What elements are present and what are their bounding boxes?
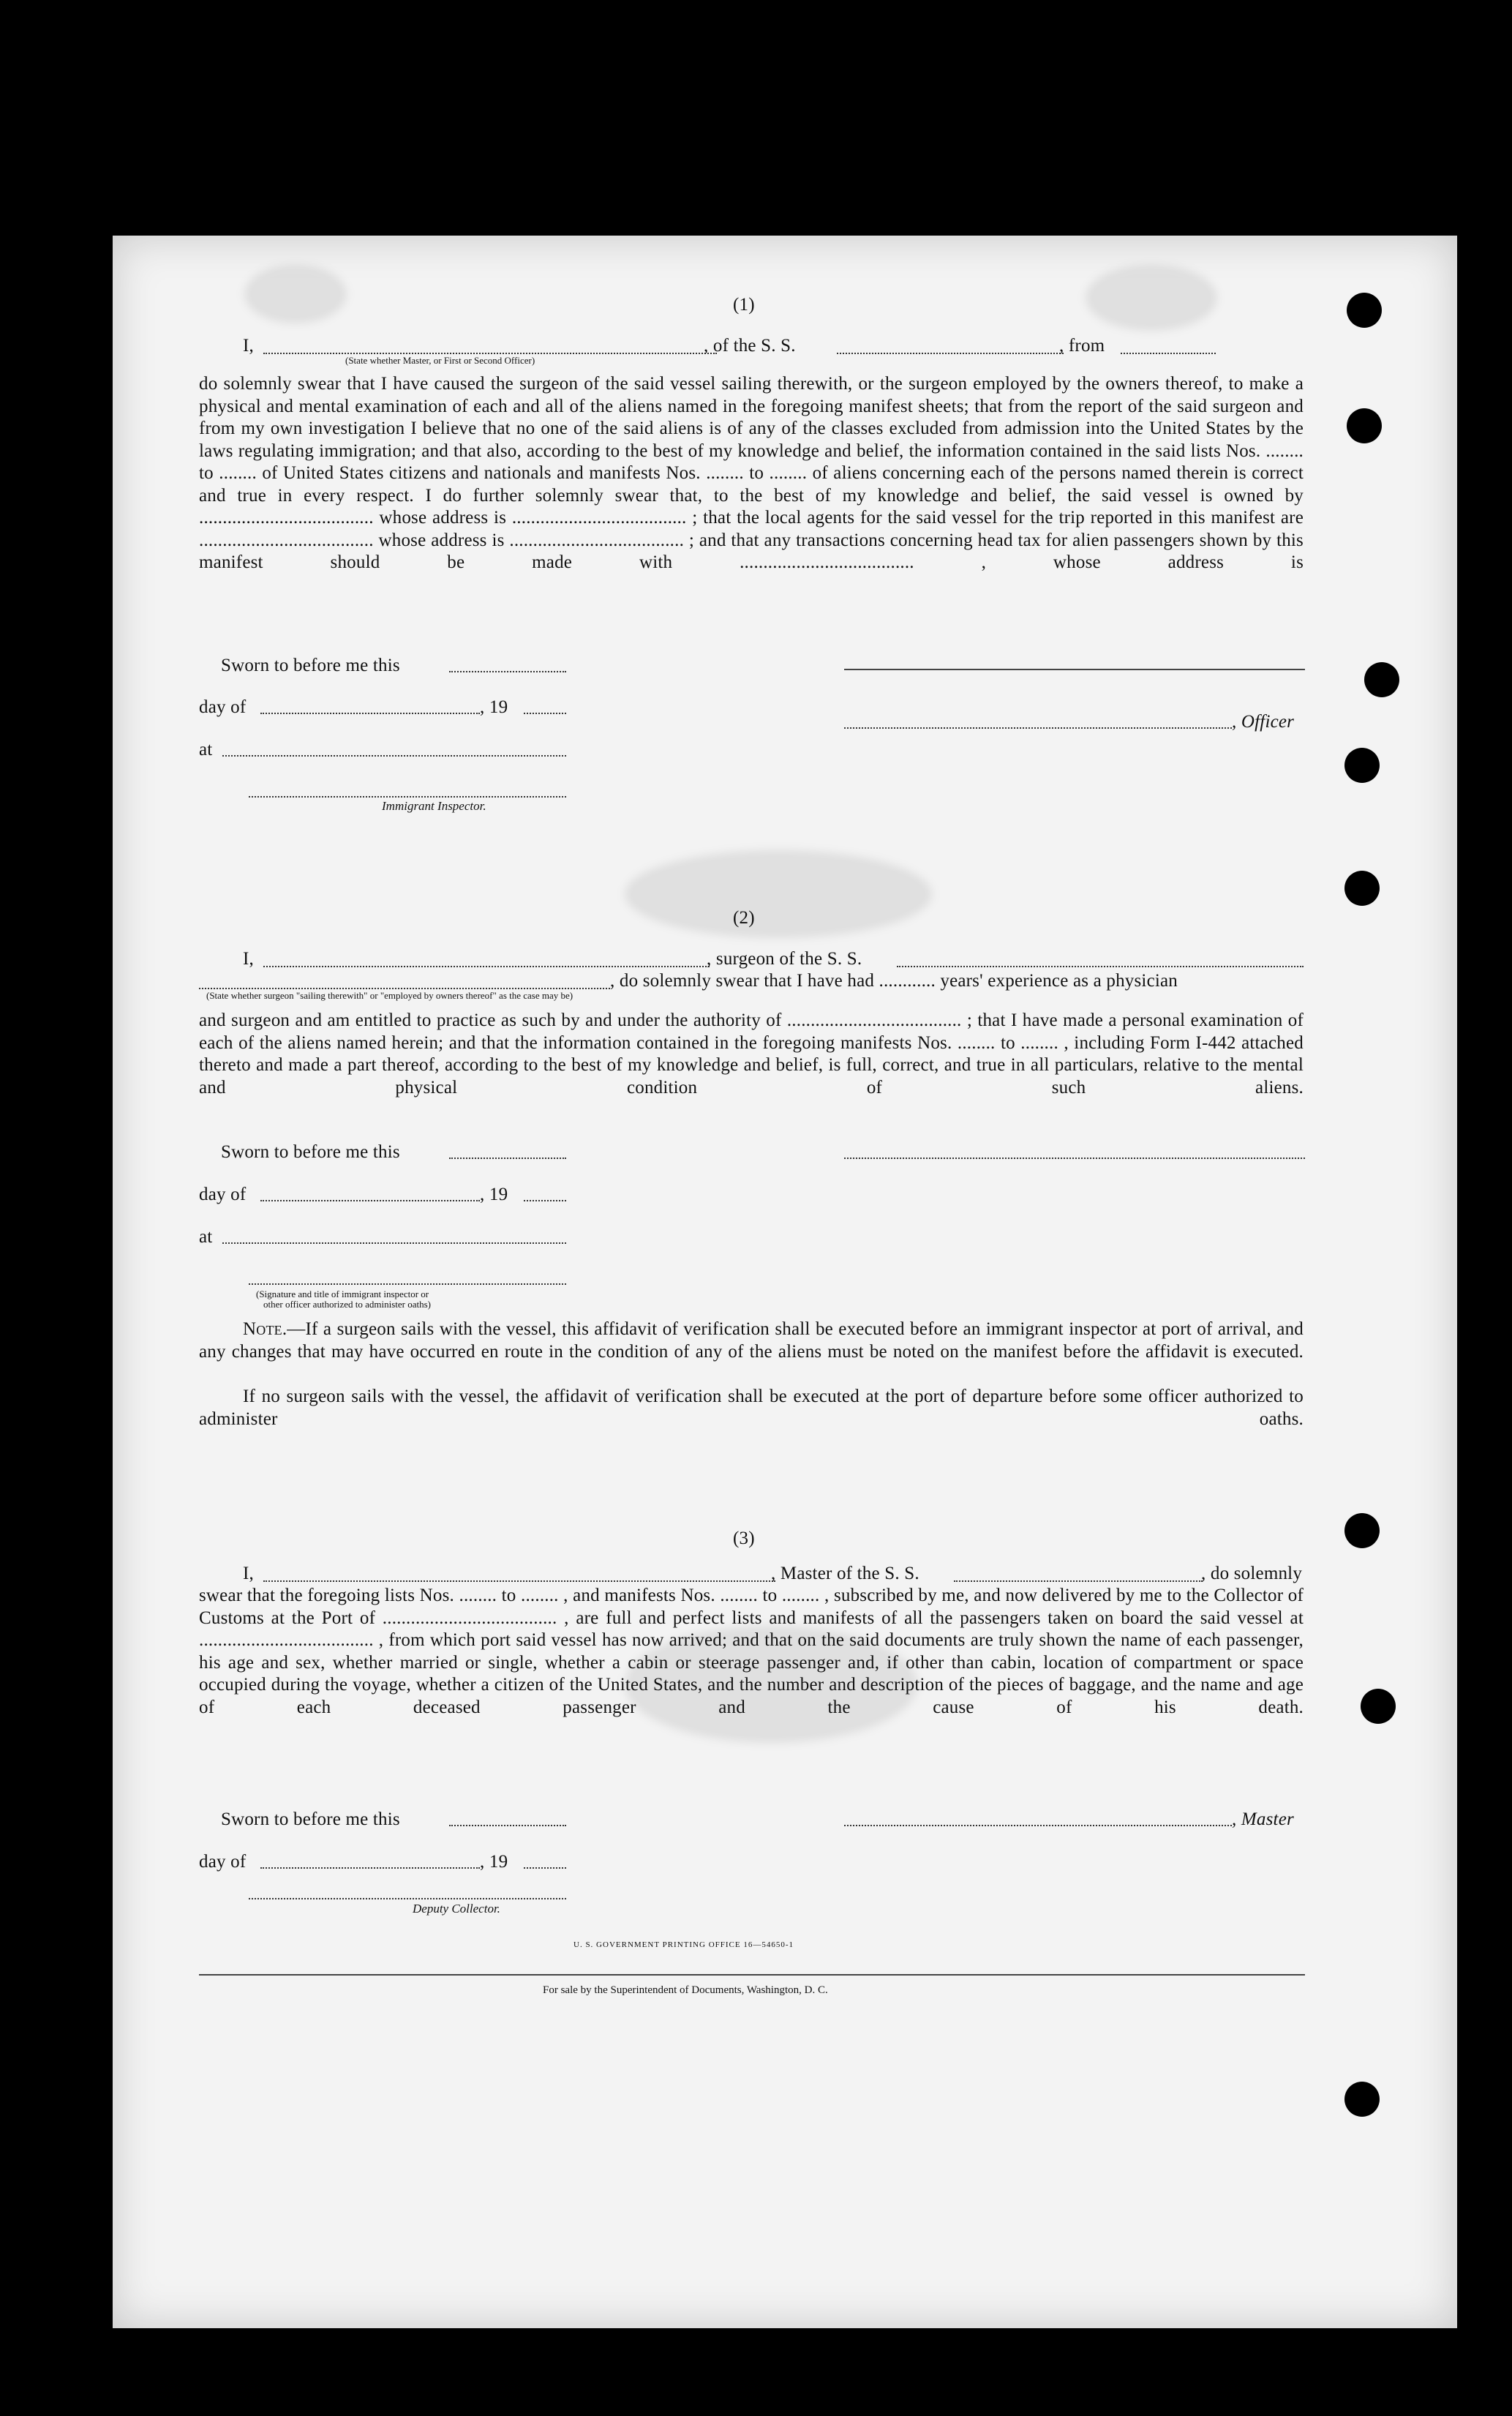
sec1-day-label: day of — [199, 697, 247, 717]
punch-hole — [1347, 293, 1382, 328]
sec1-of-ss-label: , of the S. S. — [704, 336, 796, 356]
sec2-i-label: I, — [243, 949, 254, 969]
sec3-collector-signature-line — [249, 1898, 566, 1899]
sec3-vessel-line — [954, 1580, 1203, 1582]
sec1-year-label: , 19 — [480, 697, 508, 717]
sec2-sworn-line — [449, 1158, 566, 1159]
section-2-number: (2) — [733, 908, 755, 928]
sec3-solemnly-label: , do solemnly — [1201, 1564, 1303, 1583]
sec3-sworn-label: Sworn to before me this — [221, 1809, 400, 1829]
punch-hole — [1344, 2082, 1380, 2117]
sec2-capacity-line — [199, 988, 610, 989]
sec2-year-line — [524, 1200, 566, 1201]
sec2-note-1 — [199, 1318, 1304, 1386]
sec3-sworn-line — [449, 1825, 566, 1826]
sec1-officer-signature-line — [844, 669, 1305, 670]
sec3-master-label: , Master of the S. S. — [771, 1564, 919, 1583]
sec1-vessel-line — [837, 353, 1064, 354]
sec2-oath-text: and surgeon and am entitled to practice as such by and under the authority of ..................................... ; that I have made a personal examination of each of the aliens named herein; and that the information contained in the foregoing manifests Nos. ........ to ........ , including Form I-442 attached thereto and made a part thereof, according to the best of my knowledge and belief, is full, correct, and true in all particulars, relative to the mental and physical condition of such aliens. — [199, 1010, 1304, 1098]
sec2-capacity-caption: (State whether surgeon "sailing therewith" or "employed by owners thereof" as the case may be) — [206, 990, 573, 1001]
sec3-master-signature-line — [844, 1825, 1232, 1826]
sec2-at-label: at — [199, 1227, 213, 1247]
sec2-surgeon-signature-line — [844, 1158, 1305, 1159]
sec1-sworn-line — [449, 671, 566, 672]
sec3-day-label: day of — [199, 1852, 247, 1872]
sec3-master-caption: , Master — [1232, 1809, 1294, 1829]
sec1-oath-text: do solemnly swear that I have caused the surgeon of the said vessel sailing therewith, or the surgeon employed by the owners thereof, to make a physical and mental examination of each and all of the aliens named in the foregoing manifest sheets; that from the report of the said surgeon and from my own investigation I believe that no one of the said aliens is of any of the classes excluded from admission into the United States by the laws regulating immigration; and that also, according to the best of my knowledge and belief, the information contained in the said lists Nos. ........ to ........ of United States citizens and nationals and manifests Nos. ........ to ........ of aliens concerning each of the persons named therein is correct and true in every respect. I do further solemnly swear that, to the best of my knowledge and belief, the said vessel is owned by ..................................... whose address is ..................................... ; that the local agents for the said vessel for the trip reported in this manifest are ..................................... whose address is ..................................... ; and that any transactions concerning head tax for alien passengers shown by this manifest should be made with ..................................... , whose address is — [199, 374, 1304, 572]
footer-rule — [199, 1974, 1305, 1976]
sec1-inspector-line — [249, 796, 566, 798]
sec2-surgeon-label: , surgeon of the S. S. — [707, 949, 862, 969]
sec2-day-label: day of — [199, 1185, 247, 1204]
sec1-officer-label: , Officer — [1232, 712, 1295, 732]
sec1-year-line — [524, 713, 566, 714]
sec1-sworn-label: Sworn to before me this — [221, 656, 400, 675]
note-text-1: —If a surgeon sails with the vessel, this affidavit of verification shall be executed before an immigrant inspector at port of arrival, and any changes that may have occurred en route in the condition of any of the aliens must be noted on the manifest before the affidavit is executed. — [199, 1319, 1304, 1362]
sec1-i-label: I, — [243, 336, 254, 356]
sec2-sig-caption-1: (Signature and title of immigrant inspector or — [256, 1288, 429, 1299]
sec3-year-line — [524, 1867, 566, 1869]
sec2-year-label: , 19 — [480, 1185, 508, 1204]
sec1-inspector-caption: Immigrant Inspector. — [382, 799, 486, 813]
sec1-officer-title-line — [263, 353, 717, 354]
sec3-name-line — [263, 1580, 775, 1582]
sec3-i-label: I, — [243, 1564, 254, 1583]
sec3-deputy-caption: Deputy Collector. — [413, 1902, 500, 1916]
sec2-vessel-line — [897, 966, 1304, 967]
sec2-note-2: If no surgeon sails with the vessel, the affidavit of verification shall be executed at the port of departure before some officer authorized to administer oaths. — [199, 1387, 1304, 1429]
manifest-affidavit-page — [113, 236, 1457, 2328]
sec1-officer-name-line — [844, 727, 1232, 729]
sec1-at-line — [222, 755, 566, 757]
punch-hole — [1361, 1689, 1396, 1724]
sec3-day-line — [260, 1867, 480, 1869]
sec1-day-line — [260, 713, 480, 714]
punch-hole — [1344, 1513, 1380, 1548]
sec1-from-line — [1121, 353, 1216, 354]
punch-hole — [1344, 748, 1380, 783]
punch-hole — [1344, 871, 1380, 906]
sale-notice: For sale by the Superintendent of Documents, Washington, D. C. — [543, 1984, 828, 1996]
sec2-sig-caption-2: other officer authorized to administer oaths) — [263, 1299, 431, 1310]
sec3-oath-text: swear that the foregoing lists Nos. ........ to ........ , and manifests Nos. ........ to ........ , subscribed by me, and now delivered by me to the Collector of Customs at the Port of ..................................... , are full and perfect lists and manifests of all the passengers taken on board the said vessel at ..................................... , from which port said vessel has now arrived; and that on the said documents are truly shown the name of each passenger, his age and sex, whether married or single, whether a cabin or steerage passenger and, if other than cabin, location of compartment or space occupied during the voyage, whether a citizen of the United States, and the number and description of the pieces of baggage, and the name and age of each deceased passenger and the cause of his death. — [199, 1586, 1304, 1717]
sec2-at-line — [222, 1242, 566, 1244]
section-3-number: (3) — [733, 1528, 755, 1548]
sec1-title-caption: (State whether Master, or First or Second Officer) — [345, 355, 535, 366]
sec1-from-label: , from — [1059, 336, 1105, 356]
punch-hole — [1364, 662, 1399, 697]
sec3-year-label: , 19 — [480, 1852, 508, 1872]
sec2-inspector-signature-line — [249, 1283, 566, 1285]
sec1-at-label: at — [199, 740, 213, 759]
section-1-number: (1) — [733, 295, 755, 315]
sec2-day-line — [260, 1200, 480, 1201]
sec2-experience-text: , do solemnly swear that I have had ............ years' experience as a physician — [610, 971, 1178, 991]
note-label: Note. — [243, 1319, 287, 1339]
sec2-sworn-label: Sworn to before me this — [221, 1142, 400, 1162]
punch-hole — [1347, 408, 1382, 443]
gpo-imprint: U. S. GOVERNMENT PRINTING OFFICE 16—54650-1 — [573, 1940, 794, 1949]
sec2-name-line — [263, 966, 710, 967]
